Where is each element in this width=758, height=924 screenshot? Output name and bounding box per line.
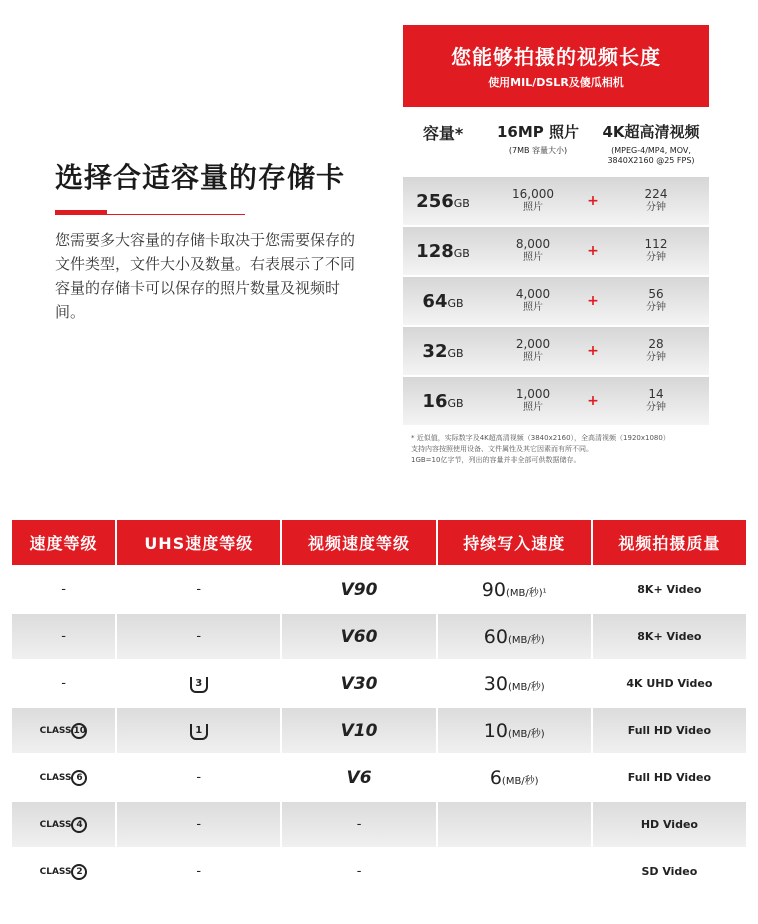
video-quality-label: 8K+ Video xyxy=(637,630,702,643)
capacity-size: 128GB xyxy=(416,240,470,262)
speed-table-row xyxy=(12,849,746,894)
speed-table-row xyxy=(12,567,746,612)
footnote-line-2: 支持内容按照使用设备、文件属性及其它因素而有所不同。 xyxy=(411,445,593,453)
capacity-table-header xyxy=(403,25,709,107)
write-speed-value: 60(MB/秒) xyxy=(483,625,545,648)
class-logo-icon: CLASS 2 xyxy=(40,867,88,877)
capacity-size: 32GB xyxy=(422,340,464,362)
speed-table-row xyxy=(12,755,746,800)
photo-unit: 照片 xyxy=(523,202,543,213)
video-value: 112 xyxy=(644,237,668,251)
capacity-unit: GB xyxy=(453,196,470,210)
photo-count xyxy=(483,238,583,264)
capacity-rows xyxy=(403,175,709,425)
cell-write-speed xyxy=(438,567,591,612)
video-unit: 分钟 xyxy=(646,352,666,363)
plus-icon: + xyxy=(587,193,599,209)
video-class-icon: V6 xyxy=(346,767,372,788)
photo-value: 2,000 xyxy=(515,337,551,351)
capacity-table-title: 您能够拍摄的视频长度 xyxy=(451,45,661,69)
header-uhs-class: UHS速度等级 xyxy=(117,520,280,565)
video-minutes xyxy=(603,338,709,364)
capacity-row xyxy=(403,225,709,275)
uhs-class-icon: 3 xyxy=(190,677,208,693)
cell-speed-class xyxy=(12,849,115,894)
photo-value: 4,000 xyxy=(515,287,551,301)
plus-icon: + xyxy=(587,343,599,359)
video-unit: 分钟 xyxy=(646,252,666,263)
video-quality-label: SD Video xyxy=(641,865,698,878)
write-speed-unit: (MB/秒) xyxy=(507,634,545,646)
col-video xyxy=(593,107,709,175)
cell-video-class xyxy=(282,661,435,706)
photo-count xyxy=(483,188,583,214)
capacity-table-subtitle: 使用MIL/DSLR及傻瓜相机 xyxy=(488,76,624,89)
video-quality-label: HD Video xyxy=(640,818,698,831)
video-minutes xyxy=(603,238,709,264)
capacity-unit: GB xyxy=(447,296,464,310)
video-unit: 分钟 xyxy=(646,202,666,213)
header-speed-class: 速度等级 xyxy=(12,520,115,565)
cell-uhs-class: - xyxy=(117,849,280,894)
speed-table-row xyxy=(12,708,746,753)
footnote-line-1: * 近似值，实际数字及4K超高清视频（3840x2160），全高清视频（1920x1080） xyxy=(411,434,670,442)
cell-speed-class: - xyxy=(12,614,115,659)
write-speed-unit: (MB/秒) xyxy=(507,681,545,693)
capacity-unit: GB xyxy=(453,246,470,260)
cell-write-speed xyxy=(438,755,591,800)
intro-section xyxy=(55,160,365,324)
speed-table-header-row xyxy=(12,520,746,565)
cell-write-speed xyxy=(438,849,591,894)
video-value: 224 xyxy=(644,187,668,201)
video-quality-label: 8K+ Video xyxy=(637,583,702,596)
cell-uhs-class xyxy=(117,661,280,706)
capacity-column-headers xyxy=(403,107,709,175)
video-value: 14 xyxy=(648,387,664,401)
col-photos-label: 16MP 照片 xyxy=(496,123,580,141)
col-video-sub xyxy=(593,146,709,166)
photo-value: 1,000 xyxy=(515,387,551,401)
cell-video-quality xyxy=(593,708,746,753)
video-minutes xyxy=(603,188,709,214)
cell-write-speed xyxy=(438,661,591,706)
title-underline xyxy=(55,210,245,214)
speed-table-row xyxy=(12,802,746,847)
col-photos xyxy=(483,107,593,175)
cell-write-speed xyxy=(438,802,591,847)
video-quality-label: 4K UHD Video xyxy=(626,677,713,690)
cell-speed-class xyxy=(12,802,115,847)
capacity-size: 256GB xyxy=(416,190,470,212)
cell-video-class: - xyxy=(282,802,435,847)
photo-unit: 照片 xyxy=(523,252,543,263)
write-speed-unit: (MB/秒)¹ xyxy=(505,587,547,599)
photo-unit: 照片 xyxy=(523,352,543,363)
capacity-unit: GB xyxy=(447,346,464,360)
video-unit: 分钟 xyxy=(646,302,666,313)
write-speed-value: 6(MB/秒) xyxy=(489,766,539,789)
video-class-icon: V10 xyxy=(340,720,378,741)
write-speed-unit: (MB/秒) xyxy=(501,775,539,787)
cell-video-quality xyxy=(593,849,746,894)
capacity-row xyxy=(403,275,709,325)
cell-speed-class xyxy=(12,755,115,800)
cell-uhs-class: - xyxy=(117,755,280,800)
cell-video-quality xyxy=(593,661,746,706)
speed-table-row xyxy=(12,661,746,706)
video-value: 28 xyxy=(648,337,664,351)
capacity-row xyxy=(403,325,709,375)
cell-video-quality xyxy=(593,802,746,847)
col-video-label: 4K超高清视频 xyxy=(602,123,700,141)
cell-video-quality xyxy=(593,755,746,800)
write-speed-value: 30(MB/秒) xyxy=(483,672,545,695)
cell-uhs-class xyxy=(117,708,280,753)
video-quality-label: Full HD Video xyxy=(627,771,712,784)
capacity-unit: GB xyxy=(447,396,464,410)
header-video-class: 视频速度等级 xyxy=(282,520,435,565)
class-number: 4 xyxy=(71,817,87,833)
video-class-icon: V90 xyxy=(340,579,378,600)
page-title: 选择合适容量的存储卡 xyxy=(55,161,346,194)
uhs-class-icon: 1 xyxy=(190,724,208,740)
capacity-size: 64GB xyxy=(422,290,464,312)
video-quality-label: Full HD Video xyxy=(627,724,712,737)
cell-speed-class: - xyxy=(12,661,115,706)
video-minutes xyxy=(603,388,709,414)
class-logo-icon: CLASS 4 xyxy=(40,820,88,830)
write-speed-value: 10(MB/秒) xyxy=(483,719,545,742)
photo-unit: 照片 xyxy=(523,302,543,313)
class-logo-icon: CLASS 10 xyxy=(40,726,88,736)
video-value: 56 xyxy=(648,287,664,301)
write-speed-value: 90(MB/秒)¹ xyxy=(481,578,547,601)
cell-video-class xyxy=(282,567,435,612)
write-speed-unit: (MB/秒) xyxy=(507,728,545,740)
speed-table-row xyxy=(12,614,746,659)
cell-video-class xyxy=(282,755,435,800)
cell-write-speed xyxy=(438,708,591,753)
col-video-sub1: (MPEG-4/MP4, MOV, xyxy=(611,146,691,155)
class-number: 6 xyxy=(71,770,87,786)
cell-video-class xyxy=(282,614,435,659)
cell-video-class: - xyxy=(282,849,435,894)
intro-text: 您需要多大容量的存储卡取决于您需要保存的文件类型，文件大小及数量。右表展示了不同容量的存储卡可以保存的照片数量及视频时间。 xyxy=(55,231,356,321)
header-video-quality: 视频拍摄质量 xyxy=(593,520,746,565)
plus-icon: + xyxy=(587,243,599,259)
cell-video-class xyxy=(282,708,435,753)
video-class-icon: V60 xyxy=(340,626,378,647)
cell-speed-class: - xyxy=(12,567,115,612)
cell-video-quality xyxy=(593,614,746,659)
cell-speed-class xyxy=(12,708,115,753)
capacity-footnote xyxy=(403,433,709,466)
capacity-row xyxy=(403,375,709,425)
photo-value: 8,000 xyxy=(515,237,551,251)
photo-value: 16,000 xyxy=(512,187,554,201)
capacity-table xyxy=(403,25,709,466)
cell-video-quality xyxy=(593,567,746,612)
footnote-line-3: 1GB=10亿字节，列出的容量并非全部可供数据储存。 xyxy=(411,456,581,464)
plus-icon: + xyxy=(587,293,599,309)
col-capacity: 容量* xyxy=(422,124,464,143)
class-number: 10 xyxy=(71,723,87,739)
underline-line xyxy=(55,214,245,215)
col-video-sub2: 3840X2160 @25 FPS) xyxy=(607,156,695,165)
cell-write-speed xyxy=(438,614,591,659)
video-minutes xyxy=(603,288,709,314)
col-photos-sub: (7MB 容量大小) xyxy=(508,146,568,155)
photo-count xyxy=(483,338,583,364)
cell-uhs-class: - xyxy=(117,614,280,659)
class-logo-icon: CLASS 6 xyxy=(40,773,88,783)
photo-count xyxy=(483,288,583,314)
speed-table-body xyxy=(12,567,746,894)
photo-unit: 照片 xyxy=(523,402,543,413)
plus-icon: + xyxy=(587,393,599,409)
header-write-speed: 持续写入速度 xyxy=(438,520,591,565)
video-unit: 分钟 xyxy=(646,402,666,413)
cell-uhs-class: - xyxy=(117,567,280,612)
capacity-row xyxy=(403,175,709,225)
capacity-size: 16GB xyxy=(422,390,464,412)
photo-count xyxy=(483,388,583,414)
speed-class-table xyxy=(10,518,748,896)
cell-uhs-class: - xyxy=(117,802,280,847)
class-number: 2 xyxy=(71,864,87,880)
video-class-icon: V30 xyxy=(340,673,378,694)
